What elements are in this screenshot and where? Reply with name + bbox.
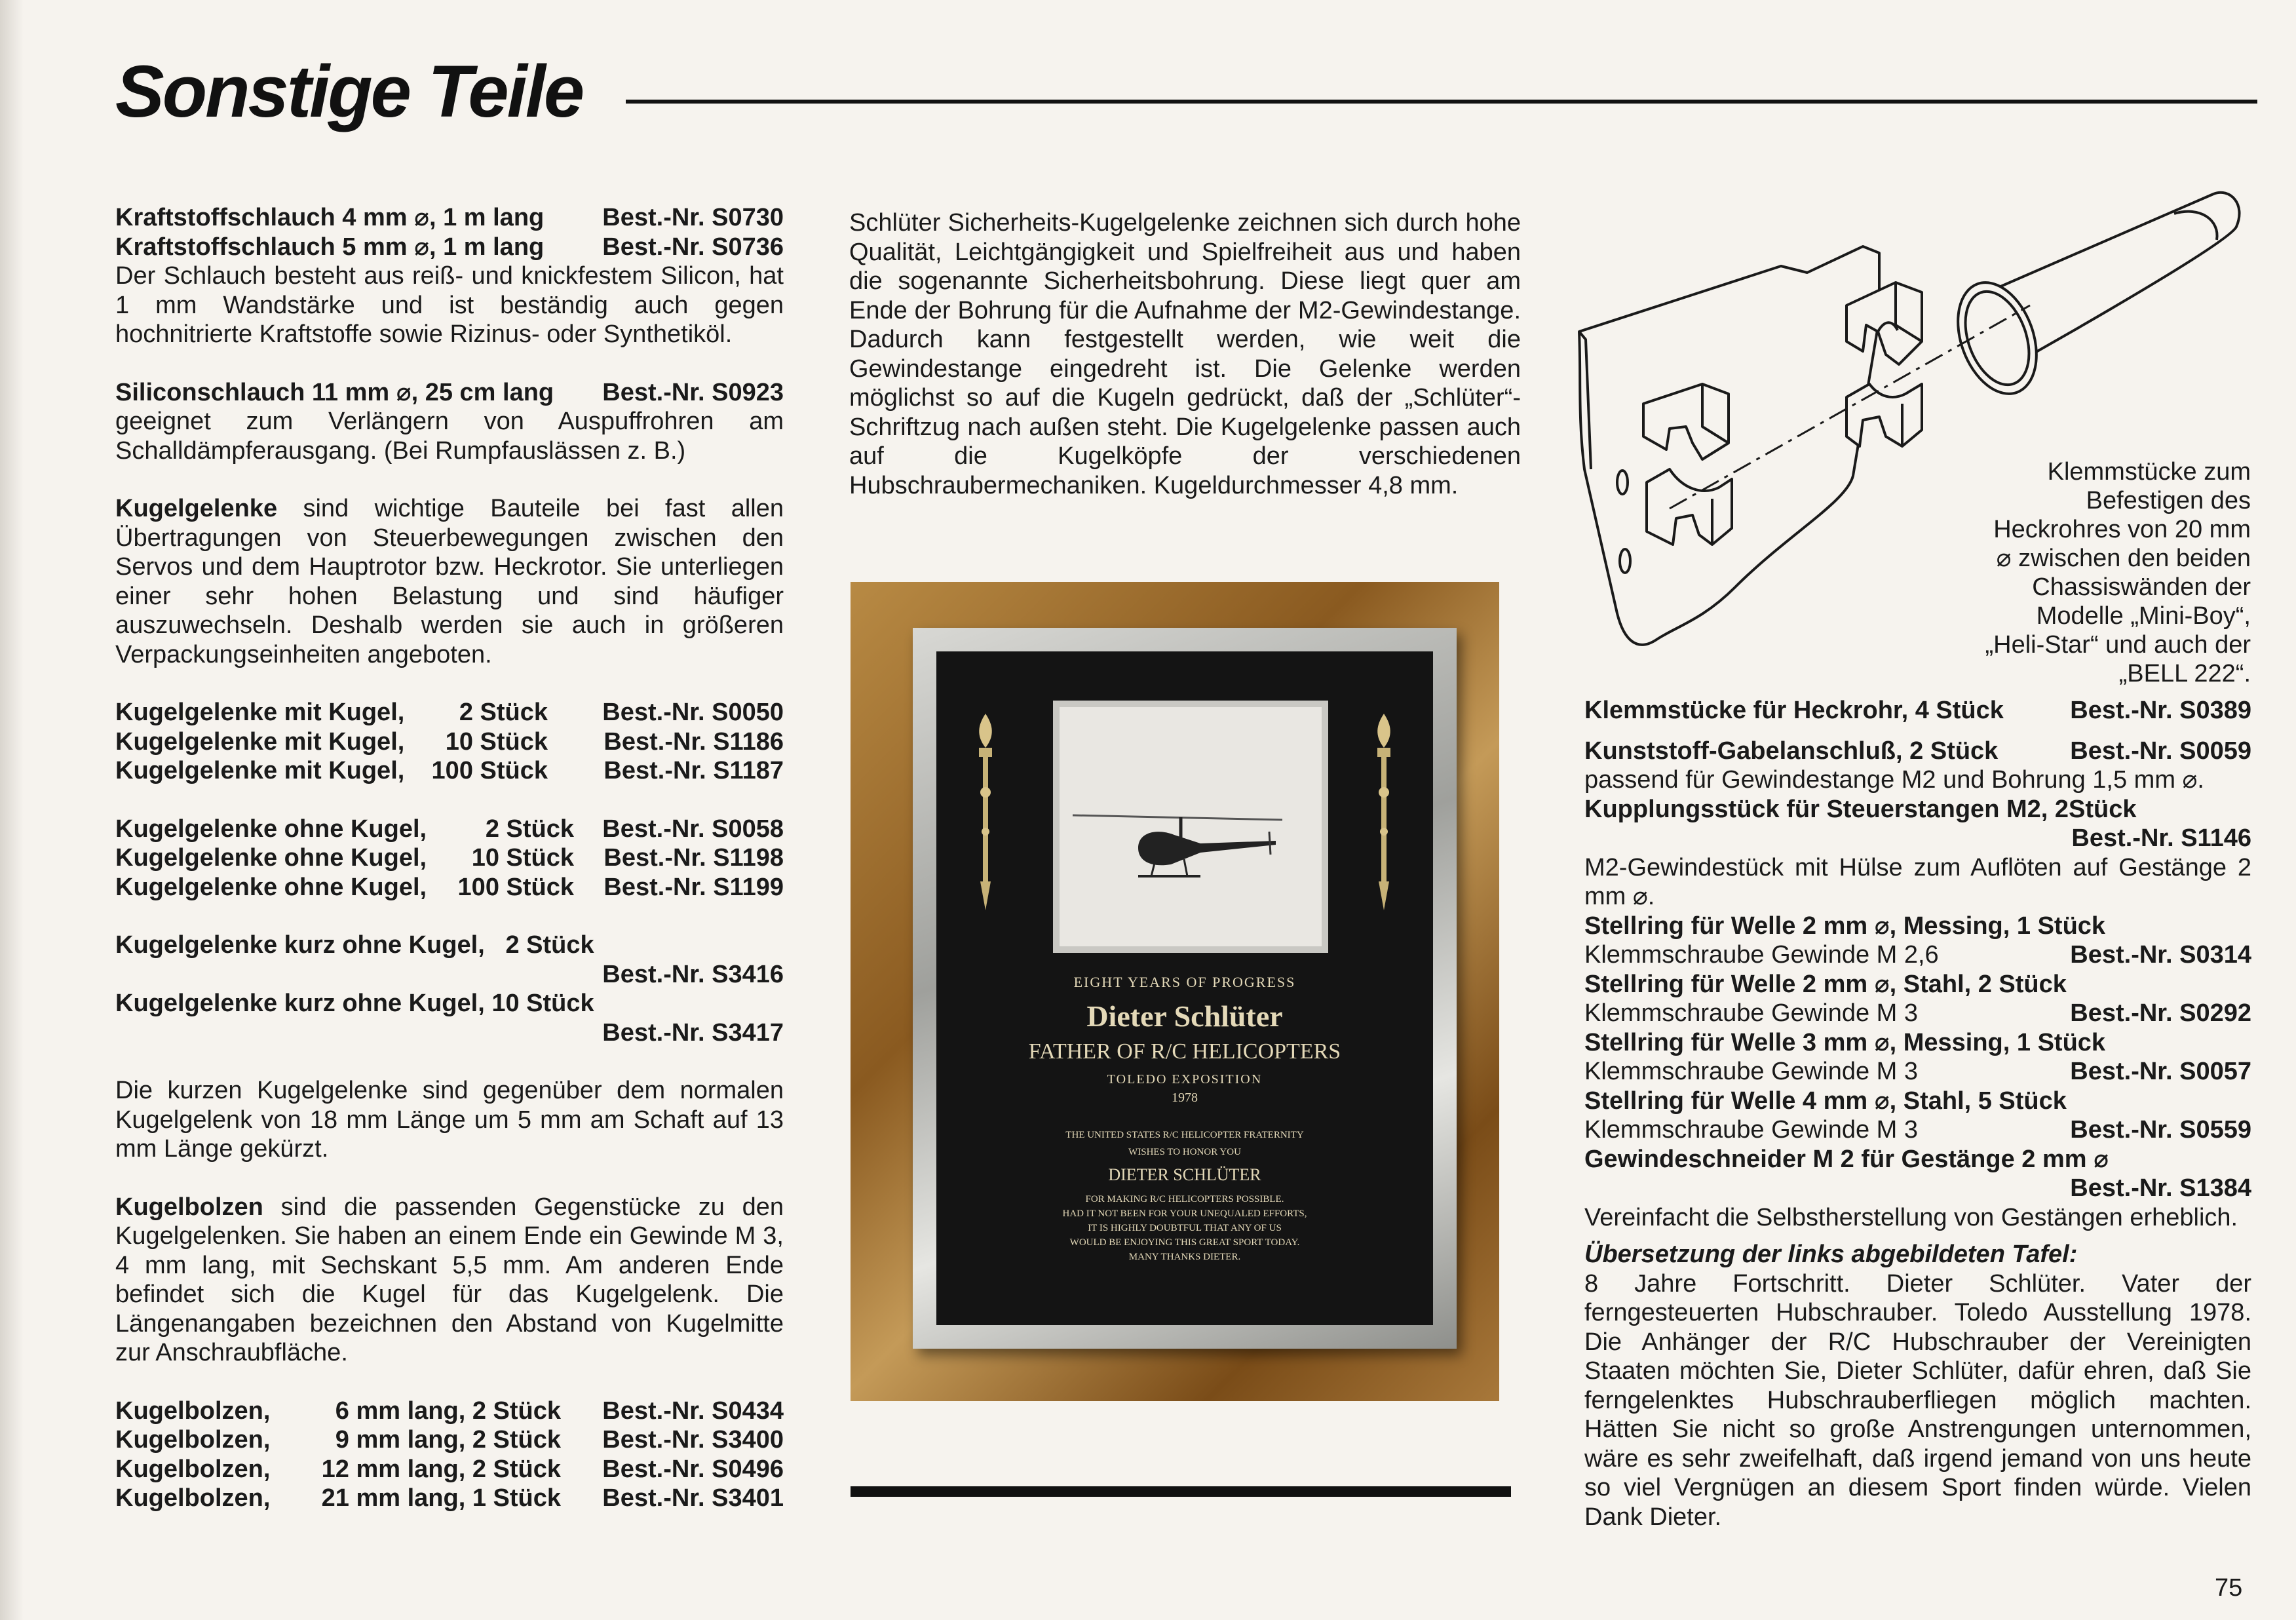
gewindeschneider-nr: Best.-Nr. S1384 — [2070, 1174, 2251, 1202]
table-row: Kugelgelenke ohne Kugel, 100 Stück Best.-Nr. S1199 — [115, 873, 784, 901]
plaque-line: EIGHT YEARS OF PROGRESS — [1073, 974, 1296, 990]
stellring-screw-row: Klemmschraube Gewinde M 3 Best.-Nr. S0057 — [1584, 1058, 2251, 1085]
plaque-line: DIETER SCHLÜTER — [1108, 1165, 1261, 1184]
plaque-line: MANY THANKS DIETER. — [1128, 1252, 1241, 1262]
plaque-line: Dieter Schlüter — [1086, 999, 1283, 1033]
kugelbolzen-intro: Kugelbolzen sind die passenden Gegenstücke zu den Kugelgelenken. Sie haben an einem Ende ein Gewinde M 3, 4 mm lang, mit Sechskant 5,5 mm. Am anderen Ende befindet sich die Kugel für das Kugelgelenk. Die Längenangaben bezeichnen den Abstand von Kugelmitte zur Anschraubfläche. — [115, 1193, 784, 1366]
plaque-line: WISHES TO HONOR YOU — [1128, 1147, 1241, 1157]
plaque-line: FOR MAKING R/C HELICOPTERS POSSIBLE. — [1085, 1194, 1284, 1205]
torch-icon — [1371, 714, 1397, 910]
sicherheits-kugelgelenke-text: Schlüter Sicherheits-Kugelgelenke zeichnen sich durch hohe Qualität, Leichtgängigkeit und Spielfreiheit aus und haben die sogenannte Sicherheitsbohrung. Diese liegt quer am Ende der Bohrung für die Aufnahme der M2-Gewindestange. Dadurch kann festgestellt werden, wie weit die Gewindestange eingedreht ist. Die Gelenke werden möglichst so auf die Kugeln gedrückt, daß der „Schlüter“-Schriftzug nach außen steht. Die Kugelgelenke passen auch auf die Kugelköpfe der verschiedenen Hubschraubermechaniken. Kugeldurchmesser 4,8 mm. — [849, 209, 1521, 499]
table-row: Kugelgelenke ohne Kugel, 2 Stück Best.-Nr. S0058 — [115, 815, 784, 843]
helicopter-icon — [1060, 707, 1322, 946]
table-row: Kugelbolzen, 21 mm lang, 1 Stück Best.-Nr. S3401 — [115, 1484, 784, 1512]
stellring-screw-row: Klemmschraube Gewinde M 2,6 Best.-Nr. S0314 — [1584, 941, 2251, 969]
table-row: Kunststoff-Gabelanschluß, 2 Stück Best.-Nr. S0059 — [1584, 737, 2251, 765]
plaque-line: WOULD BE ENJOYING THIS GREAT SPORT TODAY. — [1069, 1237, 1300, 1248]
kupplung-description: M2-Gewindestück mit Hülse zum Auflöten auf Gestänge 2 mm ⌀. — [1584, 853, 2251, 910]
middle-column — [849, 208, 1521, 500]
table-row: Kugelbolzen, 6 mm lang, 2 Stück Best.-Nr. S0434 — [115, 1397, 784, 1425]
table-row: Kugelgelenke mit Kugel, 100 Stück Best.-Nr. S1187 — [115, 757, 784, 784]
table-row: Kugelgelenke mit Kugel, 2 Stück Best.-Nr. S0050 — [115, 699, 784, 726]
left-column — [115, 203, 784, 1513]
table-row: Kugelbolzen, 12 mm lang, 2 Stück Best.-Nr. S0496 — [115, 1455, 784, 1483]
plaque-line: TOLEDO EXPOSITION — [1107, 1072, 1263, 1087]
stellring-screw-row: Klemmschraube Gewinde M 3 Best.-Nr. S0559 — [1584, 1116, 2251, 1144]
stellring-name: Stellring für Welle 2 mm ⌀, Messing, 1 Stück — [1584, 912, 2106, 940]
plaque-photo — [851, 582, 1499, 1401]
plaque-face — [936, 651, 1433, 1325]
plaque-line: FATHER OF R/C HELICOPTERS — [1028, 1039, 1341, 1064]
product-line: Kraftstoffschlauch 5 mm ⌀, 1 m lang Best.-Nr. S0736 — [115, 233, 784, 261]
right-column — [1584, 696, 2251, 1532]
table-row: Kugelbolzen, 9 mm lang, 2 Stück Best.-Nr. S3400 — [115, 1426, 784, 1454]
product-line: Siliconschlauch 11 mm ⌀, 25 cm lang Best.-Nr. S0923 — [115, 378, 784, 406]
gewindeschneider-description: Vereinfacht die Selbstherstellung von Gestängen erheblich. — [1584, 1203, 2238, 1231]
plaque-line: 1978 — [1172, 1090, 1198, 1105]
kugelbolzen-table — [115, 1397, 784, 1513]
gewindeschneider-name: Gewindeschneider M 2 für Gestänge 2 mm ⌀ — [1584, 1145, 2109, 1173]
translation-title: Übersetzung der links abgebildeten Tafel: — [1584, 1241, 2078, 1268]
title-rule — [626, 100, 2257, 104]
helicopter-photo — [1053, 701, 1328, 953]
kurz-description: Die kurzen Kugelgelenke sind gegenüber dem normalen Kugelgelenk von 18 mm Länge um 5 mm am Schaft auf 13 mm Länge gekürzt. — [115, 1077, 784, 1163]
ohne-kugel-table — [115, 815, 784, 902]
figure-caption: Klemmstücke zum Befestigen des Heckrohres von 20 mm ⌀ zwischen den beiden Chassiswänden der Modelle „Mini-Boy“, „Heli-Star“ und auch der „BELL 222“. — [1985, 458, 2251, 687]
page-number: 75 — [2215, 1574, 2243, 1602]
mit-kugel-table — [115, 698, 784, 786]
product-line: Kraftstoffschlauch 4 mm ⌀, 1 m lang Best.-Nr. S0730 — [115, 204, 784, 231]
kurz-block: Kugelgelenke kurz ohne Kugel, 2 Stück Best.-Nr. S3416 Kugelgelenke kurz ohne Kugel, 10 Stück Best.-Nr. S3417 — [115, 931, 784, 1047]
table-row: Kugelgelenke mit Kugel, 10 Stück Best.-Nr. S1186 — [115, 727, 784, 756]
page-spine — [0, 0, 24, 1620]
table-row: Kugelgelenke ohne Kugel, 10 Stück Best.-Nr. S1198 — [115, 844, 784, 872]
right-products-table — [1584, 696, 2251, 765]
kraftstoff-description: Der Schlauch besteht aus reiß- und knickfestem Silicon, hat 1 mm Wandstärke und ist beständig auch gegen hochnitrierte Kraftstoffe sowie Rizinus- oder Synthetiköl. — [115, 262, 784, 348]
kugelgelenke-intro: Kugelgelenke sind wichtige Bauteile bei fast allen Übertragungen von Steuerbewegungen zwischen den Servos und dem Hauptrotor bzw. Heckrotor. Sie unterliegen einer sehr hohen Belastung und sind häufiger auszuwechseln. Deshalb werden sie auch in größeren Verpackungseinheiten angeboten. — [115, 495, 784, 668]
page-title: Sonstige Teile — [115, 50, 583, 132]
silicon-description: geeignet zum Verlängern von Auspuffrohren am Schalldämpferausgang. (Bei Rumpfauslässen z. B.) — [115, 408, 784, 465]
translation-text: 8 Jahre Fortschritt. Dieter Schlüter. Vater der ferngesteuerten Hubschrauber. Toledo Ausstellung 1978. Die Anhänger der R/C Hubschrauber der Vereinigten Staaten möchten Sie, Dieter Schlüter, dafür ehren, daß Sie ferngelenktes Hubschrauberfliegen möglich machten. Hätten Sie nicht so große Anstrengungen unternommen, wäre es sehr zweifelhaft, daß irgend jemand von uns heute so viel Vergnügen an diesem Sport finden würde. Vielen Dank Dieter. — [1584, 1269, 2251, 1531]
stellring-name: Stellring für Welle 2 mm ⌀, Stahl, 2 Stück — [1584, 970, 2067, 998]
kupplung-nr: Best.-Nr. S1146 — [2071, 824, 2251, 852]
stellring-name: Stellring für Welle 4 mm ⌀, Stahl, 5 Stück — [1584, 1087, 2067, 1115]
kupplung-name: Kupplungsstück für Steuerstangen M2, 2Stück — [1584, 795, 2137, 823]
gabel-description: passend für Gewindestange M2 und Bohrung 1,5 mm ⌀. — [1584, 766, 2204, 794]
stellring-name: Stellring für Welle 3 mm ⌀, Messing, 1 Stück — [1584, 1028, 2106, 1056]
stellring-screw-row: Klemmschraube Gewinde M 3 Best.-Nr. S0292 — [1584, 999, 2251, 1027]
plaque-line: HAD IT NOT BEEN FOR YOUR UNEQUALED EFFORTS, — [1062, 1208, 1307, 1219]
plaque — [913, 628, 1457, 1349]
torch-icon — [972, 714, 999, 910]
divider-bar — [851, 1486, 1511, 1497]
plaque-line: IT IS HIGHLY DOUBTFUL THAT ANY OF US — [1088, 1223, 1282, 1233]
table-row: Klemmstücke für Heckrohr, 4 Stück Best.-Nr. S0389 — [1584, 697, 2251, 724]
plaque-line: THE UNITED STATES R/C HELICOPTER FRATERNITY — [1065, 1130, 1304, 1140]
